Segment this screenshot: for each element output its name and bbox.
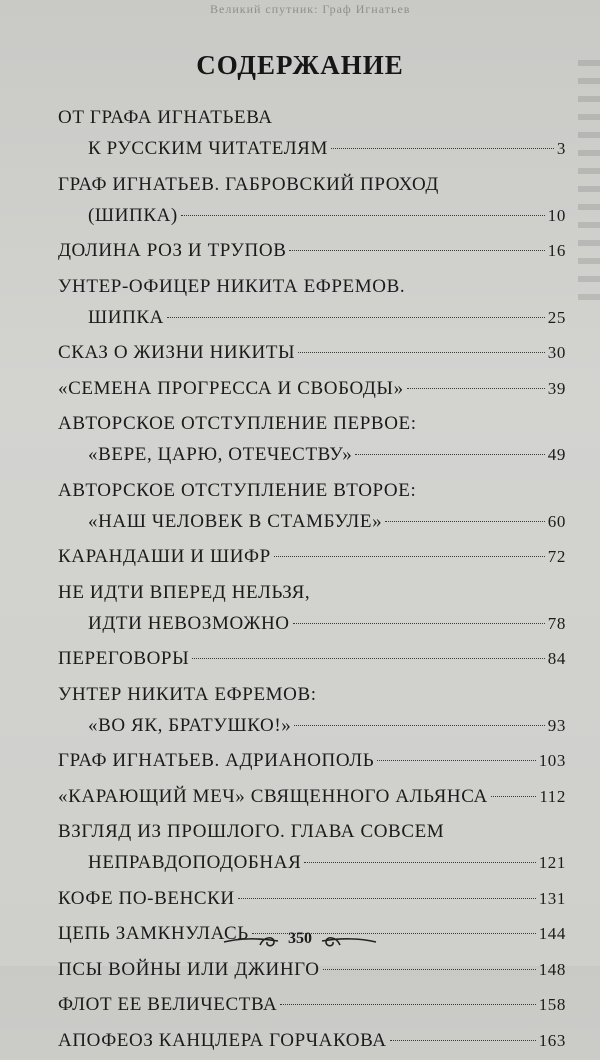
dot-leader <box>280 1004 535 1005</box>
page-footer <box>0 926 600 956</box>
dot-leader <box>323 969 536 970</box>
toc-entry-line <box>58 271 566 302</box>
toc-entry-line <box>58 541 566 572</box>
toc-entry-title: «ВЕРЕ, ЦАРЮ, ОТЕЧЕСТВУ» <box>88 444 353 465</box>
toc-entry <box>58 271 566 333</box>
page-title: СОДЕРЖАНИЕ <box>196 50 404 80</box>
toc-page-number: 49 <box>547 445 566 464</box>
dot-leader <box>167 317 545 318</box>
toc-entry-title: НЕ ИДТИ ВПЕРЕД НЕЛЬЗЯ, <box>58 581 311 603</box>
toc-entry-line <box>58 643 566 674</box>
facing-page-bleed <box>578 60 600 310</box>
toc-entry-title: «КАРАЮЩИЙ МЕЧ» СВЯЩЕННОГО АЛЬЯНСА <box>58 785 488 807</box>
toc-entry-line <box>58 337 566 368</box>
dot-leader <box>298 352 545 353</box>
toc-entry <box>58 235 566 266</box>
toc-entry <box>58 337 566 368</box>
toc-entry-title: ДОЛИНА РОЗ И ТРУПОВ <box>58 240 287 261</box>
toc-entry-line <box>58 506 566 537</box>
toc-entry-line <box>58 133 566 164</box>
toc-page-number: 39 <box>547 378 566 398</box>
toc-entry <box>58 169 566 231</box>
page-number: 350 <box>288 930 312 947</box>
toc-entry-line <box>58 883 566 914</box>
toc-entry-line <box>58 408 566 439</box>
toc-entry-title: КАРАНДАШИ И ШИФР <box>58 546 271 567</box>
toc-page-number: 93 <box>547 715 566 735</box>
dot-leader <box>407 388 545 389</box>
toc-entry <box>58 989 566 1020</box>
toc-entry <box>58 679 566 741</box>
toc-page-number: 112 <box>539 786 566 806</box>
dot-leader <box>289 250 544 251</box>
toc-page-number: 3 <box>556 139 566 158</box>
toc-entry <box>58 816 566 878</box>
toc-entry <box>58 408 566 470</box>
dot-leader <box>355 454 544 455</box>
toc-page-number: 158 <box>538 995 566 1014</box>
dot-leader <box>390 1040 536 1041</box>
toc-entry-line <box>58 608 566 639</box>
toc-entry-line <box>58 1025 566 1056</box>
toc-page-number: 78 <box>547 613 566 633</box>
toc-entry <box>58 577 566 639</box>
toc-entry-title: АВТОРСКОЕ ОТСТУПЛЕНИЕ ПЕРВОЕ: <box>58 413 417 434</box>
toc-entry <box>58 781 566 812</box>
toc-page-number: 16 <box>547 241 566 260</box>
toc-entry-line <box>58 745 566 776</box>
toc-page-number: 148 <box>538 959 566 979</box>
toc-entry-line <box>58 847 566 878</box>
toc-entry-line <box>58 816 566 847</box>
toc-entry <box>58 541 566 572</box>
toc-page-number: 131 <box>538 888 566 908</box>
toc-page-number: 25 <box>547 307 566 327</box>
toc-entry-line <box>58 373 566 404</box>
dot-leader <box>192 658 545 659</box>
toc-entry <box>58 373 566 404</box>
toc-page-number: 10 <box>547 205 566 225</box>
toc-entry <box>58 1025 566 1056</box>
toc-entry-title: ГРАФ ИГНАТЬЕВ. АДРИАНОПОЛЬ <box>58 750 375 771</box>
toc-entry <box>58 745 566 776</box>
toc-entry-title: АПОФЕОЗ КАНЦЛЕРА ГОРЧАКОВА <box>58 1029 387 1051</box>
toc-entry-line <box>58 710 566 741</box>
toc-entry-title: ВЗГЛЯД ИЗ ПРОШЛОГО. ГЛАВА СОВСЕМ <box>58 821 445 842</box>
dot-leader <box>293 623 545 624</box>
toc-entry-title: УНТЕР-ОФИЦЕР НИКИТА ЕФРЕМОВ. <box>58 275 406 297</box>
toc-entry-line <box>58 989 566 1020</box>
toc-entry-title: ЦЕПЬ ЗАМКНУЛАСЬ <box>58 923 249 944</box>
toc-entry <box>58 883 566 914</box>
dot-leader <box>238 898 536 899</box>
toc-entry-line <box>58 679 566 710</box>
toc-entry-title: АВТОРСКОЕ ОТСТУПЛЕНИЕ ВТОРОЕ: <box>58 479 417 501</box>
toc-entry <box>58 954 566 985</box>
toc-entry <box>58 475 566 537</box>
toc-entry-line <box>58 102 566 133</box>
toc-entry-title: НЕПРАВДОПОДОБНАЯ <box>88 852 302 873</box>
toc-entry-title: «СЕМЕНА ПРОГРЕССА И СВОБОДЫ» <box>58 377 404 399</box>
toc-entry-line <box>58 302 566 333</box>
toc-entry-title: ПЕРЕГОВОРЫ <box>58 648 190 669</box>
toc-entry-line <box>58 439 566 470</box>
dot-leader <box>274 556 545 557</box>
toc-entry-title: ИДТИ НЕВОЗМОЖНО <box>88 612 290 634</box>
toc-entry-line <box>58 235 566 266</box>
toc-page-number: 163 <box>538 1030 566 1050</box>
running-head: Великий спутник: Граф Игнатьев <box>210 2 411 16</box>
toc-entry-title: СКАЗ О ЖИЗНИ НИКИТЫ <box>58 342 296 363</box>
toc-page-number: 103 <box>538 751 566 770</box>
toc-entry <box>58 102 566 164</box>
toc-entry-title: «НАШ ЧЕЛОВЕК В СТАМБУЛЕ» <box>88 510 383 532</box>
toc-entry-line <box>58 169 566 200</box>
dot-leader <box>181 215 545 216</box>
dot-leader <box>331 148 554 149</box>
toc-page-number: 121 <box>538 853 566 872</box>
toc-page-number: 60 <box>547 511 566 531</box>
toc-entry-title: (ШИПКА) <box>88 204 178 226</box>
toc-entry-title: ГРАФ ИГНАТЬЕВ. ГАБРОВСКИЙ ПРОХОД <box>58 173 439 195</box>
table-of-contents <box>58 102 566 1060</box>
toc-entry-title: УНТЕР НИКИТА ЕФРЕМОВ: <box>58 683 317 705</box>
dot-leader <box>385 521 545 522</box>
toc-entry-line <box>58 954 566 985</box>
dot-leader <box>491 796 536 797</box>
toc-entry-title: ФЛОТ ЕЕ ВЕЛИЧЕСТВА <box>58 994 278 1015</box>
toc-entry <box>58 643 566 674</box>
toc-entry-line <box>58 577 566 608</box>
toc-page-number: 144 <box>538 924 566 943</box>
toc-entry-line <box>58 781 566 812</box>
toc-page-number: 72 <box>547 547 566 566</box>
toc-entry-title: К РУССКИМ ЧИТАТЕЛЯМ <box>88 138 328 159</box>
toc-entry-line <box>58 475 566 506</box>
toc-page-number: 30 <box>547 343 566 362</box>
toc-page-number: 84 <box>547 649 566 668</box>
dot-leader <box>304 862 535 863</box>
toc-entry-title: ШИПКА <box>88 306 165 328</box>
toc-entry-title: «ВО ЯК, БРАТУШКО!» <box>88 714 292 736</box>
toc-entry-title: ПСЫ ВОЙНЫ ИЛИ ДЖИНГО <box>58 958 320 980</box>
dot-leader <box>377 760 535 761</box>
dot-leader <box>294 725 544 726</box>
toc-entry-title: КОФЕ ПО-ВЕНСКИ <box>58 887 235 909</box>
toc-entry-line <box>58 200 566 231</box>
toc-entry-title: ОТ ГРАФА ИГНАТЬЕВА <box>58 107 273 128</box>
